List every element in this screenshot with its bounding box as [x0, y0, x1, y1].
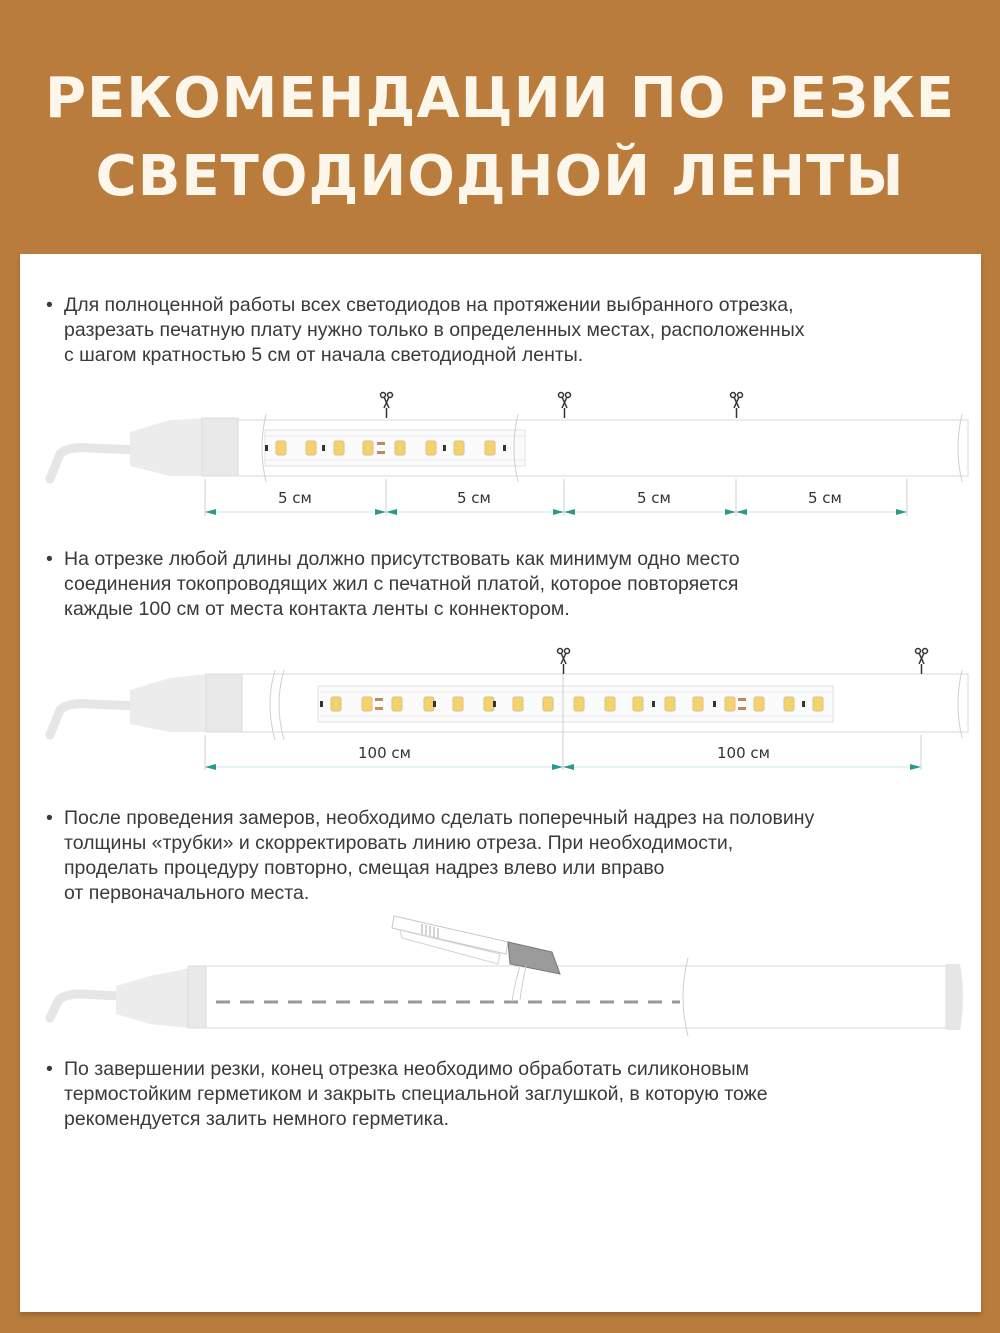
instruction-line: с шагом кратностью 5 см от начала светодиодной ленты. — [64, 344, 584, 366]
instruction-2 — [46, 547, 964, 622]
diagram-incision — [20, 906, 981, 1036]
diagram-100cm-connection-points — [20, 640, 981, 780]
title-line-2: СВЕТОДИОДНОЙ ЛЕНТЫ — [95, 144, 905, 209]
bullet: • — [46, 807, 53, 829]
instruction-line: рекомендуется залить немного герметика. — [64, 1108, 450, 1130]
led-strip-illustration — [20, 640, 981, 780]
scissors-icon — [381, 393, 393, 419]
dimension-label: 100 см — [358, 744, 411, 762]
scissors-icon — [559, 393, 571, 419]
dimension-label: 5 см — [278, 489, 312, 507]
instruction-1 — [46, 293, 964, 368]
instruction-3 — [46, 806, 964, 906]
instruction-4 — [46, 1057, 964, 1132]
instruction-line: термостойким герметиком и закрыть специальной заглушкой, в которую тоже — [64, 1083, 768, 1105]
scissors-icon — [558, 649, 570, 675]
instruction-line: разрезать печатную плату нужно только в определенных местах, расположенных — [64, 319, 805, 341]
instruction-line: соединения токопроводящих жил с печатной платой, которое повторяется — [64, 573, 739, 595]
bullet: • — [46, 294, 53, 316]
instruction-line: проделать процедуру повторно, смещая надрез влево или вправо — [64, 857, 665, 879]
instruction-line: По завершении резки, конец отрезка необходимо обработать силиконовым — [64, 1058, 750, 1080]
diagram-5cm-cut-points — [20, 384, 981, 524]
bullet: • — [46, 1058, 53, 1080]
tube-incision-illustration — [20, 906, 981, 1036]
instruction-line: После проведения замеров, необходимо сделать поперечный надрез на половину — [64, 807, 815, 829]
dimension-label: 100 см — [717, 744, 770, 762]
instruction-line: каждые 100 см от места контакта ленты с коннектором. — [64, 598, 570, 620]
dimension-label: 5 см — [808, 489, 842, 507]
scissors-icon — [916, 649, 928, 675]
instruction-line: На отрезке любой длины должно присутствовать как минимум одно место — [64, 548, 740, 570]
bullet: • — [46, 548, 53, 570]
dimension-label: 5 см — [457, 489, 491, 507]
dimension-label: 5 см — [637, 489, 671, 507]
content-card — [20, 254, 981, 1312]
instruction-line: Для полноценной работы всех светодиодов на протяжении выбранного отрезка, — [64, 294, 794, 316]
scissors-icon — [731, 393, 743, 419]
instruction-line: от первоначального места. — [64, 882, 310, 904]
title-line-1: РЕКОМЕНДАЦИИ ПО РЕЗКЕ — [45, 66, 955, 131]
page-title — [0, 60, 1000, 216]
instruction-line: толщины «трубки» и скорректировать линию отреза. При необходимости, — [64, 832, 734, 854]
